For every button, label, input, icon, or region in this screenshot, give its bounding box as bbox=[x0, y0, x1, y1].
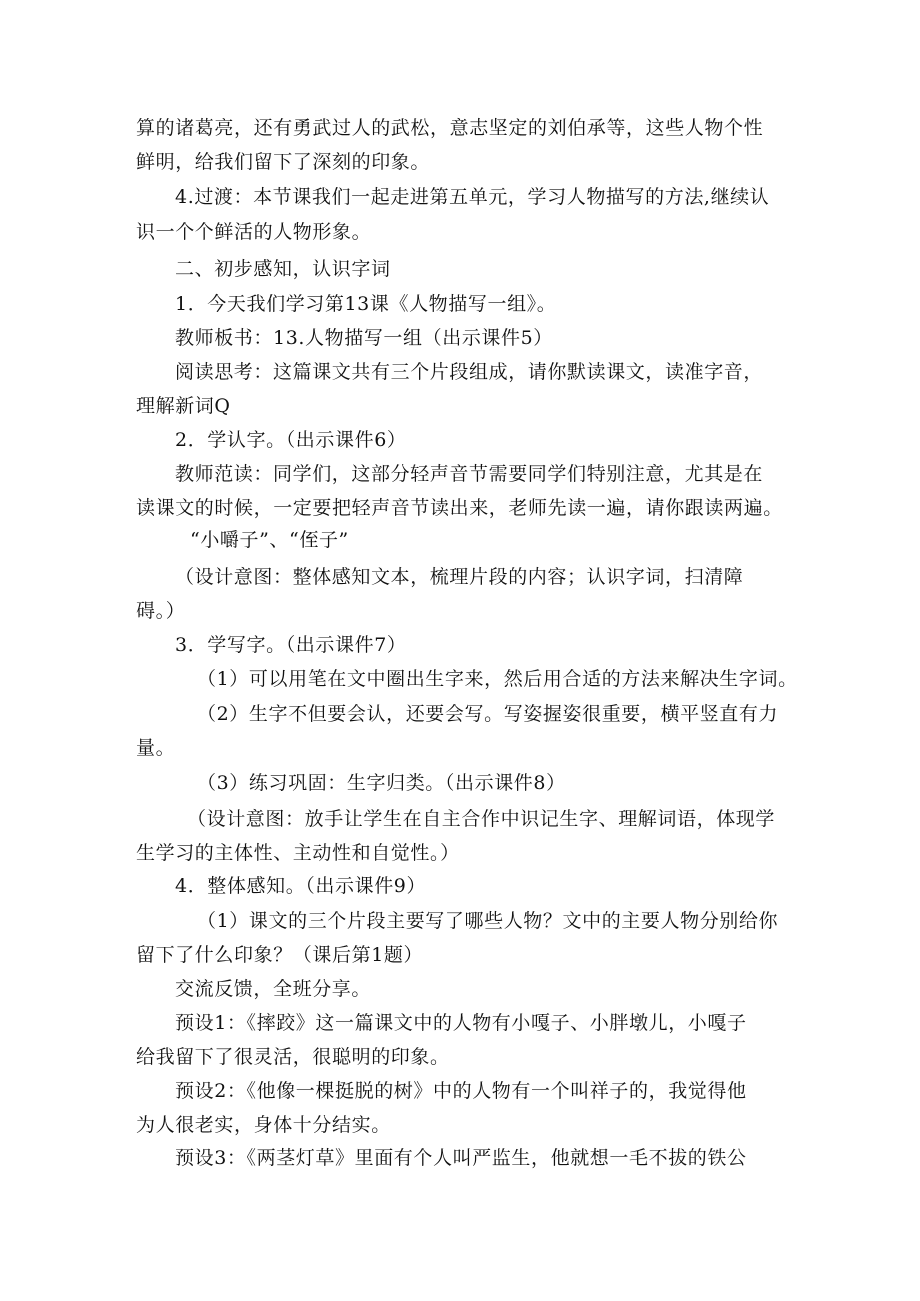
text-line: （1）课文的三个片段主要写了哪些人物？文中的主要人物分别给你 bbox=[197, 910, 779, 932]
text-line: 碍。） bbox=[136, 600, 186, 622]
text-line: （设计意图：放手让学生在自主合作中识记生字、理解词语，体现学 bbox=[187, 808, 776, 830]
text-line: 鲜明，给我们留下了深刻的印象。 bbox=[136, 151, 431, 173]
text-line: 算的诸葛亮，还有勇武过人的武松，意志坚定的刘伯承等，这些人物个性 bbox=[136, 117, 764, 139]
text-line: 4.过渡：本节课我们一起走进第五单元，学习人物描写的方法,继续认 bbox=[175, 186, 770, 208]
text-line: 教师范读：同学们，这部分轻声音节需要同学们特别注意，尤其是在 bbox=[175, 463, 764, 485]
text-line: 3．学写字。（出示课件7） bbox=[175, 634, 407, 656]
text-line: 为人很老实，身体十分结实。 bbox=[136, 1114, 391, 1136]
text-line: 预设3：《两茎灯草》里面有个人叫严监生，他就想一毛不拔的铁公 bbox=[175, 1147, 747, 1169]
text-line: 教师板书：13.人物描写一组（出示课件5） bbox=[175, 327, 553, 349]
text-line: （1）可以用笔在文中圈出生字来，然后用合适的方法来解决生字词。 bbox=[197, 668, 798, 690]
text-line: 2．学认字。（出示课件6） bbox=[175, 429, 407, 451]
text-line: （设计意图：整体感知文本，梳理片段的内容；认识字词，扫清障 bbox=[175, 566, 744, 588]
text-line: 给我留下了很灵活，很聪明的印象。 bbox=[136, 1046, 450, 1068]
text-line: 交流反馈，全班分享。 bbox=[175, 978, 372, 1000]
text-line: 4．整体感知。（出示课件9） bbox=[175, 875, 427, 897]
text-line: （2）生字不但要会认，还要会写。写姿握姿很重要，横平竖直有力 bbox=[197, 703, 779, 725]
text-line: 预设1：《摔跤》这一篇课文中的人物有小嘎子、小胖墩儿，小嘎子 bbox=[175, 1012, 747, 1034]
text-line: 1．今天我们学习第13课《人物描写一组》。 bbox=[175, 293, 557, 315]
text-line: 识一个个鲜活的人物形象。 bbox=[136, 221, 372, 243]
text-line: 理解新词Q bbox=[136, 395, 231, 417]
text-line: “小嚼子”、“侄子” bbox=[190, 529, 349, 551]
text-line: 读课文的时候，一定要把轻声音节读出来，老师先读一遍，请你跟读两遍。 bbox=[136, 497, 783, 519]
text-line: 量。 bbox=[136, 737, 176, 759]
section-heading: 二、初步感知，认识字词 bbox=[175, 258, 391, 280]
text-line: 生学习的主体性、主动性和自觉性。） bbox=[136, 842, 460, 864]
text-line: 阅读思考：这篇课文共有三个片段组成，请你默读课文，读准字音， bbox=[175, 361, 764, 383]
text-line: （3）练习巩固：生字归类。（出示课件8） bbox=[197, 772, 566, 794]
text-line: 留下了什么印象？（课后第1题） bbox=[136, 944, 424, 966]
text-line: 预设2：《他像一棵挺脱的树》中的人物有一个叫祥子的，我觉得他 bbox=[175, 1080, 747, 1102]
